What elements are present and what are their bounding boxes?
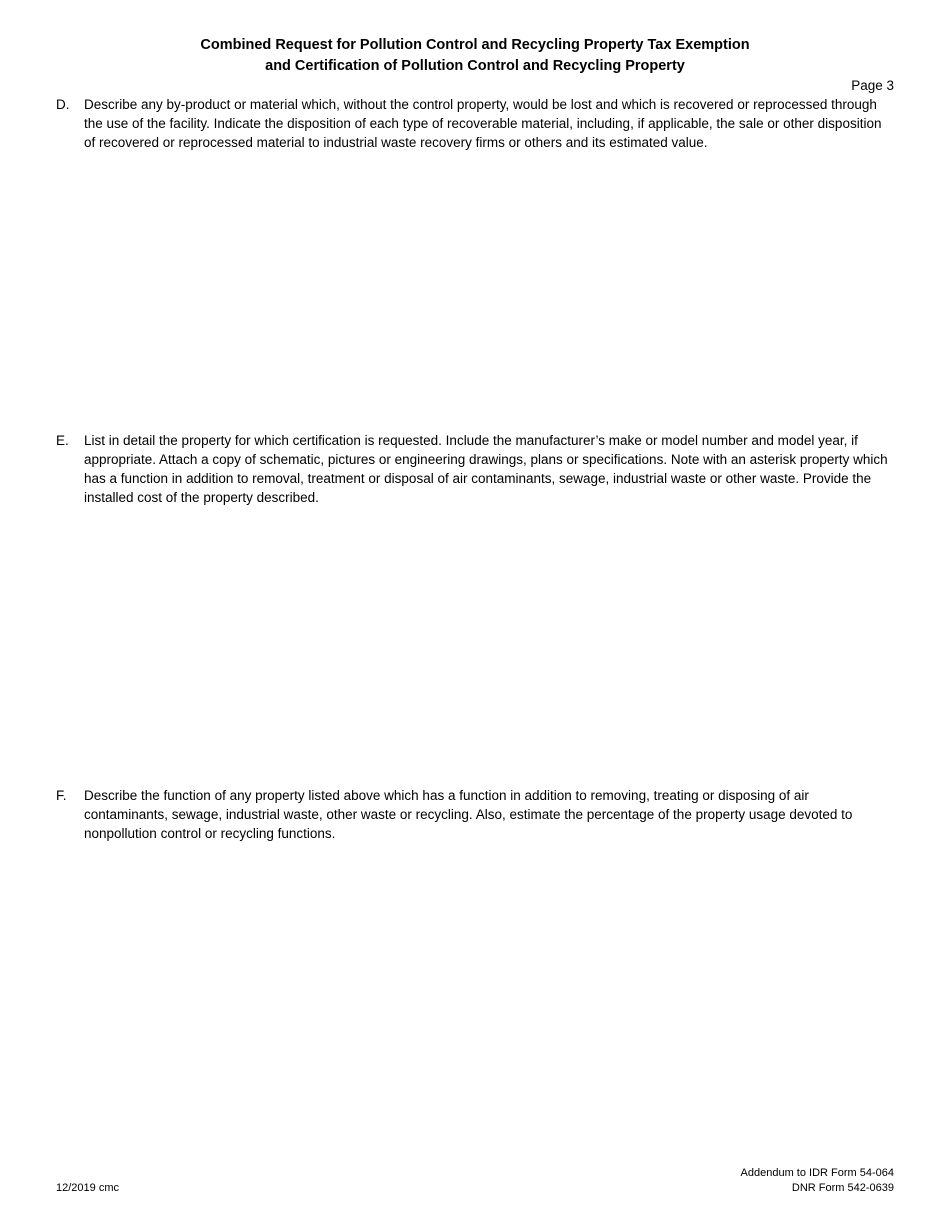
section-f [56, 786, 891, 843]
form-title-line-2: and Certification of Pollution Control and Recycling Property [265, 58, 685, 74]
page-number: Page 3 [851, 78, 894, 93]
section-f-answer-area[interactable] [84, 850, 894, 1150]
section-d [56, 95, 891, 152]
section-e-letter: E. [56, 433, 69, 448]
section-e [56, 431, 891, 507]
footer-form-ids [741, 1166, 894, 1196]
section-f-letter: F. [56, 788, 67, 803]
footer-date-code: 12/2019 cmc [56, 1182, 119, 1194]
section-d-answer-area[interactable] [84, 158, 894, 420]
section-e-question: List in detail the property for which certification is requested. Include the manufacturer’s make or model number and model year, if appropriate. Attach a copy of schematic, pictures or engineering drawings, plans or specifications. Note with an asterisk property which has a function in addition to removal, treatment or disposal of air contaminants, sewage, industrial waste or other waste. Provide the installed cost of the property described. [84, 433, 888, 505]
form-title-line-1: Combined Request for Pollution Control and Recycling Property Tax Exemption [200, 37, 750, 53]
footer-dnr-form: DNR Form 542-0639 [791, 1182, 894, 1194]
section-f-question: Describe the function of any property listed above which has a function in addition to removing, treating or disposing of air contaminants, sewage, industrial waste, other waste or recycling. Also, estimate the percentage of the property usage devoted to nonpollution control or recycling functions. [84, 788, 853, 841]
footer-addendum: Addendum to IDR Form 54-064 [740, 1167, 894, 1179]
section-d-question: Describe any by-product or material which, without the control property, would be lost and which is recovered or reprocessed through the use of the facility. Indicate the disposition of each type of recoverable material, including, if applicable, the sale or other disposition of recovered or reprocessed material to industrial waste recovery firms or others and its estimated value. [84, 97, 882, 150]
section-e-answer-area[interactable] [84, 514, 894, 776]
form-title [0, 35, 950, 77]
section-d-letter: D. [56, 97, 70, 112]
